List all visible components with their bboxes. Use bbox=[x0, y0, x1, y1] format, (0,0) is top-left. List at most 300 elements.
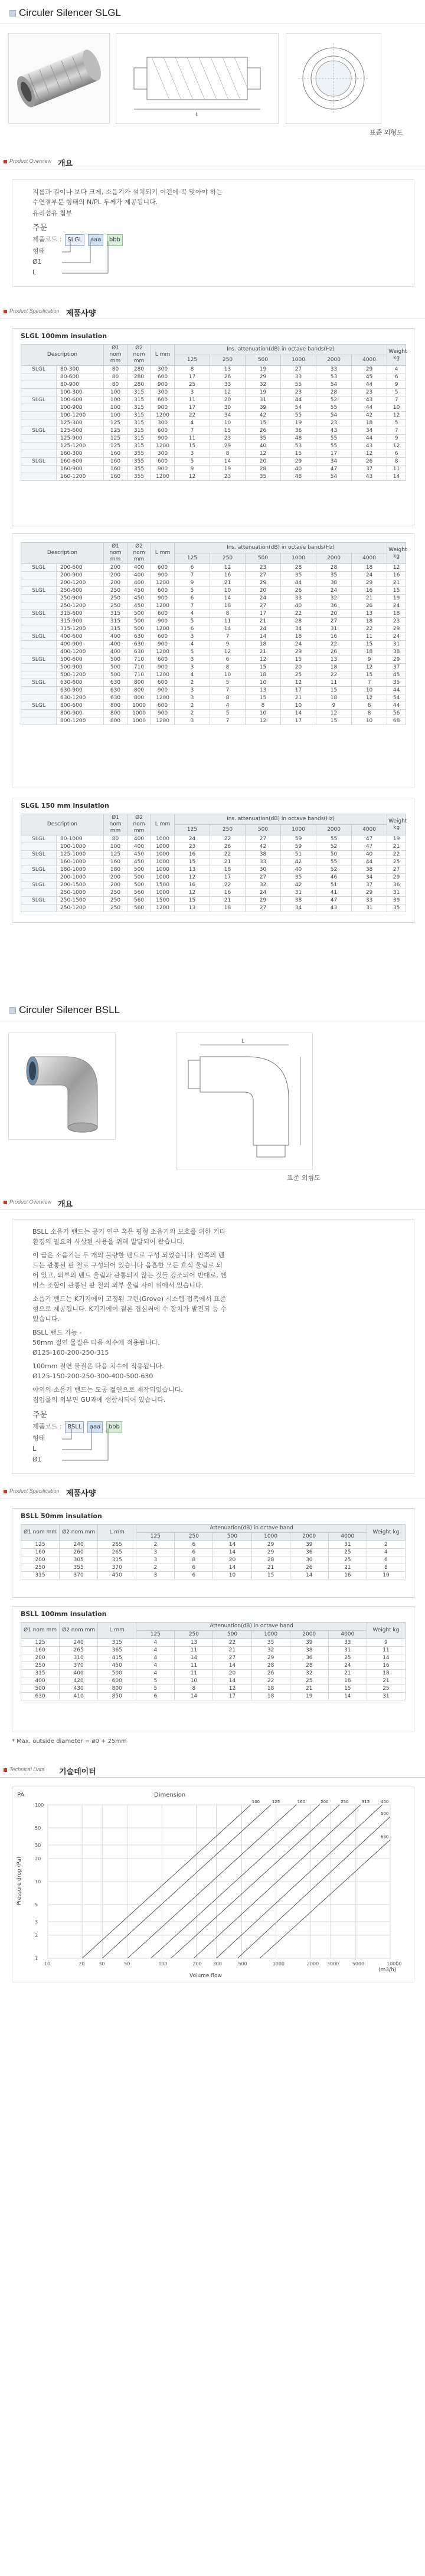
series-label-200: 200 bbox=[321, 1800, 329, 1804]
table-cell bbox=[21, 404, 57, 412]
table-cell: 6 bbox=[175, 1549, 213, 1556]
table-cell: 16 bbox=[175, 881, 210, 889]
bsll-table1-title: BSLL 50mm insulation bbox=[21, 1512, 102, 1520]
table-cell: 200 bbox=[104, 881, 128, 889]
table-cell: 17 bbox=[281, 717, 316, 725]
table-row bbox=[21, 381, 406, 389]
table-cell: 12 bbox=[175, 889, 210, 897]
table-cell: 17 bbox=[210, 874, 246, 881]
table-cell: 25 bbox=[328, 1549, 367, 1556]
table-cell: 10 bbox=[210, 419, 246, 427]
table-cell: 20 bbox=[213, 1556, 251, 1564]
y-tick-label: 3 bbox=[35, 1919, 38, 1925]
table-cell: 32 bbox=[246, 381, 281, 389]
table-cell: 4 bbox=[175, 419, 210, 427]
table-row bbox=[21, 889, 406, 897]
table-cell: 32 bbox=[246, 881, 281, 889]
th-weight: Weight kg bbox=[387, 543, 406, 564]
table-cell: 25 bbox=[281, 671, 316, 679]
table-cell: 710 bbox=[128, 671, 151, 679]
table-cell: 100 bbox=[104, 412, 128, 419]
table-cell: 45 bbox=[352, 373, 387, 381]
table-cell: 55 bbox=[281, 412, 316, 419]
table-cell: 16 bbox=[352, 587, 387, 595]
table-cell: 24 bbox=[316, 587, 352, 595]
table-cell: 22 bbox=[352, 625, 387, 633]
table-cell: 29 bbox=[352, 366, 387, 373]
table-cell: 8 bbox=[210, 610, 246, 618]
table-cell bbox=[21, 904, 57, 912]
table-row bbox=[21, 618, 406, 625]
table-cell: 12 bbox=[246, 450, 281, 458]
table-cell: SLGL bbox=[21, 897, 57, 904]
th-attenuation: Attenuation(dB) in octave band bbox=[136, 1623, 367, 1631]
table-cell: 250 bbox=[104, 897, 128, 904]
table-row bbox=[21, 1693, 406, 1700]
table-cell: 450 bbox=[98, 1662, 136, 1670]
table-cell: 310 bbox=[60, 1654, 98, 1662]
tech-bar bbox=[0, 1765, 425, 1776]
table-cell: 15 bbox=[246, 664, 281, 671]
table-cell: 2 bbox=[175, 679, 210, 687]
table-cell: 8 bbox=[175, 366, 210, 373]
th-band: 4000 bbox=[328, 1631, 367, 1639]
table-cell: 18 bbox=[387, 610, 406, 618]
table-cell: 59 bbox=[281, 835, 316, 843]
table-cell: 630-1200 bbox=[57, 694, 104, 702]
bsll-title: Circuler Silencer BSLL bbox=[9, 1004, 120, 1016]
th-band: 4000 bbox=[352, 825, 387, 835]
table-cell: 33 bbox=[281, 373, 316, 381]
table-cell: 900 bbox=[151, 664, 175, 671]
series-line-500 bbox=[237, 1817, 390, 1958]
table-cell: 100-1000 bbox=[57, 843, 104, 851]
th-attenuation: Ins. attenuation(dB) in octave bands(Hz) bbox=[175, 814, 387, 825]
table-cell: 31 bbox=[387, 889, 406, 897]
bsll-overview-paragraphs bbox=[32, 1227, 227, 1405]
table-cell: 44 bbox=[352, 381, 387, 389]
table-cell: 33 bbox=[328, 1639, 367, 1647]
table-cell: 630-900 bbox=[57, 687, 104, 694]
series-label-125: 125 bbox=[272, 1800, 280, 1804]
table-cell: 5 bbox=[136, 1685, 175, 1693]
table-cell: 365 bbox=[98, 1647, 136, 1654]
th-description: Description bbox=[21, 543, 104, 564]
table-cell: 500 bbox=[128, 625, 151, 633]
table-cell: 17 bbox=[316, 450, 352, 458]
table-cell: 1200 bbox=[151, 625, 175, 633]
table-cell: 55 bbox=[316, 835, 352, 843]
table-cell: 12 bbox=[352, 694, 387, 702]
table-cell: 12 bbox=[210, 648, 246, 656]
table-cell: 265 bbox=[60, 1647, 98, 1654]
tech-chart-card bbox=[12, 1787, 414, 1982]
x-tick-label: 30 bbox=[99, 1961, 105, 1967]
table-cell: 56 bbox=[387, 710, 406, 717]
bsll-order-line-3: Ø1 bbox=[32, 1456, 42, 1463]
table-cell: 11 bbox=[210, 618, 246, 625]
th-attenuation: Ins. attenuation(dB) in octave bands(Hz) bbox=[175, 345, 387, 355]
table-row bbox=[21, 572, 406, 579]
table-cell: 4 bbox=[175, 610, 210, 618]
table-cell: 10 bbox=[213, 1572, 251, 1579]
table-cell: 29 bbox=[251, 1541, 290, 1549]
table-cell: 125 bbox=[104, 851, 128, 858]
table-cell: 80-1000 bbox=[57, 835, 104, 843]
table-cell: 42 bbox=[246, 412, 281, 419]
table-cell: 10 bbox=[367, 1572, 405, 1579]
table-cell: 800 bbox=[104, 710, 128, 717]
table-cell: 55 bbox=[316, 443, 352, 450]
table-cell: 12 bbox=[281, 679, 316, 687]
order-line-1: 형태 bbox=[32, 247, 45, 255]
table-cell: 50 bbox=[316, 851, 352, 858]
table-cell: 315 bbox=[98, 1556, 136, 1564]
table-cell: 4 bbox=[136, 1670, 175, 1677]
table-cell: 6 bbox=[387, 450, 406, 458]
table-cell: 315 bbox=[128, 427, 151, 435]
bsll-code-chip: BSLL bbox=[65, 1421, 84, 1433]
table-cell: 100-1200 bbox=[57, 412, 104, 419]
table-cell: 15 bbox=[175, 897, 210, 904]
table-cell: 47 bbox=[316, 466, 352, 473]
table-cell: 2 bbox=[175, 702, 210, 710]
table-cell: 900 bbox=[151, 381, 175, 389]
table-cell: 15 bbox=[175, 443, 210, 450]
table-cell: 21 bbox=[246, 618, 281, 625]
table-cell: 250 bbox=[104, 595, 128, 602]
table-cell: 3 bbox=[175, 450, 210, 458]
table-cell: 18 bbox=[210, 904, 246, 912]
table-cell: 6 bbox=[387, 373, 406, 381]
table-cell: 160-600 bbox=[57, 458, 104, 466]
table-cell: 43 bbox=[316, 427, 352, 435]
table-cell: SLGL bbox=[21, 679, 57, 687]
th-band: 1000 bbox=[281, 825, 316, 835]
table-cell: 900 bbox=[151, 687, 175, 694]
table-cell bbox=[21, 373, 57, 381]
table-cell: 27 bbox=[246, 904, 281, 912]
table-cell: 33 bbox=[316, 366, 352, 373]
table-cell: 6 bbox=[175, 1541, 213, 1549]
table-cell: 560 bbox=[128, 904, 151, 912]
table-cell: 100-600 bbox=[57, 396, 104, 404]
th-band: 500 bbox=[213, 1533, 251, 1541]
table-cell: 560 bbox=[128, 889, 151, 897]
table-cell: 125 bbox=[21, 1541, 60, 1549]
table-cell: 1200 bbox=[151, 602, 175, 610]
table-cell: 42 bbox=[246, 843, 281, 851]
table-cell: 1200 bbox=[151, 412, 175, 419]
table-cell bbox=[21, 710, 57, 717]
table-cell: 1000 bbox=[151, 843, 175, 851]
table-cell: 21 bbox=[328, 1670, 367, 1677]
slgl-table-100mm bbox=[21, 344, 406, 481]
table-cell: 31 bbox=[367, 1693, 405, 1700]
table-cell: 100 bbox=[104, 404, 128, 412]
table-cell: 44 bbox=[387, 687, 406, 694]
table-row bbox=[21, 717, 406, 725]
table-cell: 55 bbox=[281, 381, 316, 389]
table-cell: 17 bbox=[175, 404, 210, 412]
table-cell: 27 bbox=[316, 618, 352, 625]
table-cell: 8 bbox=[210, 450, 246, 458]
table-cell: 12 bbox=[387, 443, 406, 450]
bsll-caption: 표준 외형도 bbox=[287, 1174, 321, 1182]
table-cell: 23 bbox=[210, 473, 246, 481]
slgl-front-view-diagram bbox=[286, 34, 381, 123]
table-cell: SLGL bbox=[21, 851, 57, 858]
table-cell: 47 bbox=[316, 897, 352, 904]
series-label-100: 100 bbox=[251, 1800, 260, 1804]
th-d1: Ø1 nom mm bbox=[21, 1525, 60, 1541]
table-cell bbox=[21, 874, 57, 881]
th-band: 125 bbox=[136, 1631, 175, 1639]
table-cell: 900 bbox=[151, 641, 175, 648]
th-band: 1000 bbox=[251, 1533, 290, 1541]
table-row bbox=[21, 450, 406, 458]
table-cell: 200 bbox=[104, 579, 128, 587]
table-row bbox=[21, 1677, 406, 1685]
table-cell: 500 bbox=[104, 656, 128, 664]
table-row bbox=[21, 595, 406, 602]
th-band: 500 bbox=[213, 1631, 251, 1639]
table-row bbox=[21, 858, 406, 866]
section-marker-icon bbox=[4, 310, 7, 313]
table-cell: 10 bbox=[210, 671, 246, 679]
table-cell: 80-300 bbox=[57, 366, 104, 373]
table-cell: 20 bbox=[316, 610, 352, 618]
th-description: Description bbox=[21, 345, 104, 366]
bsll-order-code-row: 제품코드 : BSLL aaa bbb bbox=[32, 1421, 122, 1432]
bsll-para-1: BSLL 소음기 밴드는 공기 연구 혹은 평형 소음기의 보호를 위한 기타 환경의 필요와 사상된 사용을 위해 발달되어 왔습니다. bbox=[32, 1228, 226, 1246]
table-cell: 3 bbox=[136, 1549, 175, 1556]
slgl-side-view-diagram bbox=[116, 34, 278, 123]
bsll-spec-ko: 제품사양 bbox=[66, 1489, 96, 1498]
table-cell: 500 bbox=[128, 881, 151, 889]
table-cell: 1200 bbox=[151, 473, 175, 481]
table-cell: 52 bbox=[316, 866, 352, 874]
table-cell: 9 bbox=[387, 435, 406, 443]
y-tick-label: 20 bbox=[35, 1856, 41, 1861]
bsll-order-line-1: 형태 bbox=[32, 1434, 45, 1442]
table-cell: 4 bbox=[210, 702, 246, 710]
table-cell: 800-1200 bbox=[57, 717, 104, 725]
overview-sub: 유리섬유 첨부 bbox=[32, 209, 73, 217]
table-cell bbox=[21, 671, 57, 679]
table-cell: 125-300 bbox=[57, 419, 104, 427]
table-cell: 35 bbox=[246, 435, 281, 443]
table-cell: 450 bbox=[128, 595, 151, 602]
table-cell: 10 bbox=[281, 702, 316, 710]
table-cell: 38 bbox=[246, 851, 281, 858]
table-cell: 39 bbox=[246, 404, 281, 412]
th-attenuation: Ins. attenuation(dB) in octave bands(Hz) bbox=[175, 543, 387, 553]
table-row bbox=[21, 458, 406, 466]
table-cell: 44 bbox=[387, 702, 406, 710]
table-cell: 26 bbox=[210, 373, 246, 381]
table-row bbox=[21, 679, 406, 687]
table-cell: 305 bbox=[60, 1556, 98, 1564]
table-cell: SLGL bbox=[21, 633, 57, 641]
table-cell: 52 bbox=[316, 396, 352, 404]
table-row bbox=[21, 656, 406, 664]
table-cell: 160-1200 bbox=[57, 473, 104, 481]
table-cell: 22 bbox=[251, 1677, 290, 1685]
table-cell: 13 bbox=[210, 366, 246, 373]
table-cell: 9 bbox=[367, 1639, 405, 1647]
th-band: 250 bbox=[175, 1631, 213, 1639]
table-cell: 36 bbox=[281, 427, 316, 435]
table-cell: 3 bbox=[175, 687, 210, 694]
table-cell: 25 bbox=[367, 1685, 405, 1693]
th-band: 1000 bbox=[281, 553, 316, 564]
table-cell: 18 bbox=[246, 641, 281, 648]
th-band: 2000 bbox=[316, 355, 352, 366]
table-cell: 300 bbox=[151, 389, 175, 396]
bsll-drawing bbox=[176, 1033, 313, 1169]
table-row bbox=[21, 664, 406, 671]
table-cell: 41 bbox=[316, 889, 352, 897]
bsll-table-50mm bbox=[21, 1524, 406, 1579]
table-cell: 13 bbox=[246, 687, 281, 694]
table-row bbox=[21, 866, 406, 874]
table-cell: 125-600 bbox=[57, 427, 104, 435]
table-cell: 19 bbox=[210, 466, 246, 473]
table-row bbox=[21, 466, 406, 473]
table-cell bbox=[21, 572, 57, 579]
table-cell: 400 bbox=[128, 564, 151, 572]
table-cell: 630-600 bbox=[57, 679, 104, 687]
table-cell: 7 bbox=[210, 687, 246, 694]
table-cell: 850 bbox=[98, 1693, 136, 1700]
table-cell: 160 bbox=[104, 858, 128, 866]
table-cell: 12 bbox=[210, 389, 246, 396]
table-cell bbox=[21, 687, 57, 694]
th-band: 2000 bbox=[316, 553, 352, 564]
table-cell: 29 bbox=[246, 373, 281, 381]
bsll-photo bbox=[8, 1033, 116, 1140]
x-tick-label: 500 bbox=[238, 1961, 247, 1967]
table-cell: 24 bbox=[387, 602, 406, 610]
table-cell: 27 bbox=[246, 572, 281, 579]
table-cell: 29 bbox=[251, 1654, 290, 1662]
table-cell: 125 bbox=[104, 443, 128, 450]
table-cell: 300 bbox=[151, 419, 175, 427]
table-cell bbox=[21, 579, 57, 587]
table-row bbox=[21, 625, 406, 633]
table-cell: 27 bbox=[213, 1654, 251, 1662]
table-cell: 13 bbox=[316, 656, 352, 664]
table-cell: 25 bbox=[175, 381, 210, 389]
chart-y-label: Pressure drop (Pa) bbox=[17, 1856, 22, 1905]
table-cell: 15 bbox=[352, 671, 387, 679]
th-d2: Ø2 nom mm bbox=[128, 814, 151, 835]
table-cell: 28 bbox=[281, 564, 316, 572]
th-band: 500 bbox=[246, 355, 281, 366]
table-cell: 2 bbox=[136, 1564, 175, 1572]
table-cell: 125 bbox=[104, 427, 128, 435]
table-row bbox=[21, 1549, 406, 1556]
table-cell: 410 bbox=[60, 1693, 98, 1700]
table-cell: 24 bbox=[352, 572, 387, 579]
bsll-order-label: 제품코드 bbox=[32, 1423, 58, 1430]
table-cell bbox=[21, 450, 57, 458]
table-cell: 12 bbox=[352, 450, 387, 458]
th-d2: Ø2 nom mm bbox=[60, 1623, 98, 1639]
table-cell: 34 bbox=[352, 427, 387, 435]
table-cell: SLGL bbox=[21, 656, 57, 664]
table-cell: 15 bbox=[251, 1572, 290, 1579]
table-cell: 430 bbox=[60, 1685, 98, 1693]
table-cell: 3 bbox=[175, 717, 210, 725]
table-cell: 16 bbox=[367, 1662, 405, 1670]
table-cell bbox=[21, 889, 57, 897]
table-cell: 5 bbox=[175, 587, 210, 595]
table-cell: 26 bbox=[281, 587, 316, 595]
table-cell: 4 bbox=[136, 1662, 175, 1670]
code-chip: SLGL bbox=[65, 234, 84, 246]
bsll-para-6: Ø125-160-200-250-315 bbox=[32, 1349, 109, 1356]
table-cell: 18 bbox=[352, 419, 387, 427]
table-cell: 5 bbox=[175, 458, 210, 466]
table-cell: 630 bbox=[128, 641, 151, 648]
table-cell bbox=[21, 466, 57, 473]
table-cell: 160 bbox=[21, 1647, 60, 1654]
overview-text: 지름과 길이나 보다 크게, 소음기가 설치되기 이전에 꼭 맞아야 하는 수연결부분 형태의 N/PL 두께가 제공됩니다. bbox=[32, 188, 223, 206]
table-row bbox=[21, 412, 406, 419]
table-row bbox=[21, 435, 406, 443]
table-cell: SLGL bbox=[21, 835, 57, 843]
table-cell: 21 bbox=[210, 858, 246, 866]
code-b-chip: bbb bbox=[107, 234, 123, 246]
x-tick-label: 20 bbox=[79, 1961, 85, 1967]
table-cell: 19 bbox=[246, 366, 281, 373]
table-cell: 55 bbox=[316, 435, 352, 443]
table-cell: 19 bbox=[387, 595, 406, 602]
spec-ko: 제품사양 bbox=[66, 309, 96, 318]
table-cell: 800 bbox=[104, 717, 128, 725]
table-cell: 315-900 bbox=[57, 618, 104, 625]
table-cell: 7 bbox=[210, 633, 246, 641]
th-l: L mm bbox=[151, 345, 175, 366]
table-cell: 31 bbox=[328, 1647, 367, 1654]
table-cell: 16 bbox=[328, 1572, 367, 1579]
table-cell: 1500 bbox=[151, 897, 175, 904]
table-cell: SLGL bbox=[21, 866, 57, 874]
table-cell: 6 bbox=[367, 1556, 405, 1564]
y-tick-label: 100 bbox=[35, 1802, 44, 1808]
table-cell: 16 bbox=[210, 572, 246, 579]
bsll-para-10: 집입물의 외부면 GU과에 생함시되어 있습니다. bbox=[32, 1396, 166, 1404]
x-tick-label: 50 bbox=[124, 1961, 130, 1967]
divider bbox=[0, 1777, 425, 1778]
th-band: 125 bbox=[175, 825, 210, 835]
slgl-table3-card bbox=[12, 798, 414, 923]
table-cell: 6 bbox=[175, 595, 210, 602]
table-row bbox=[21, 473, 406, 481]
table-row bbox=[21, 702, 406, 710]
table-cell: 125 bbox=[104, 419, 128, 427]
table-cell: 800 bbox=[98, 1685, 136, 1693]
bsll-order-connector-lines bbox=[60, 1428, 130, 1464]
table-cell: 13 bbox=[175, 1639, 213, 1647]
order-heading: 주문 bbox=[32, 224, 48, 232]
table-cell: 160 bbox=[104, 458, 128, 466]
table-cell: 630 bbox=[104, 694, 128, 702]
table-cell: 10 bbox=[352, 717, 387, 725]
table-cell: 5 bbox=[136, 1677, 175, 1685]
